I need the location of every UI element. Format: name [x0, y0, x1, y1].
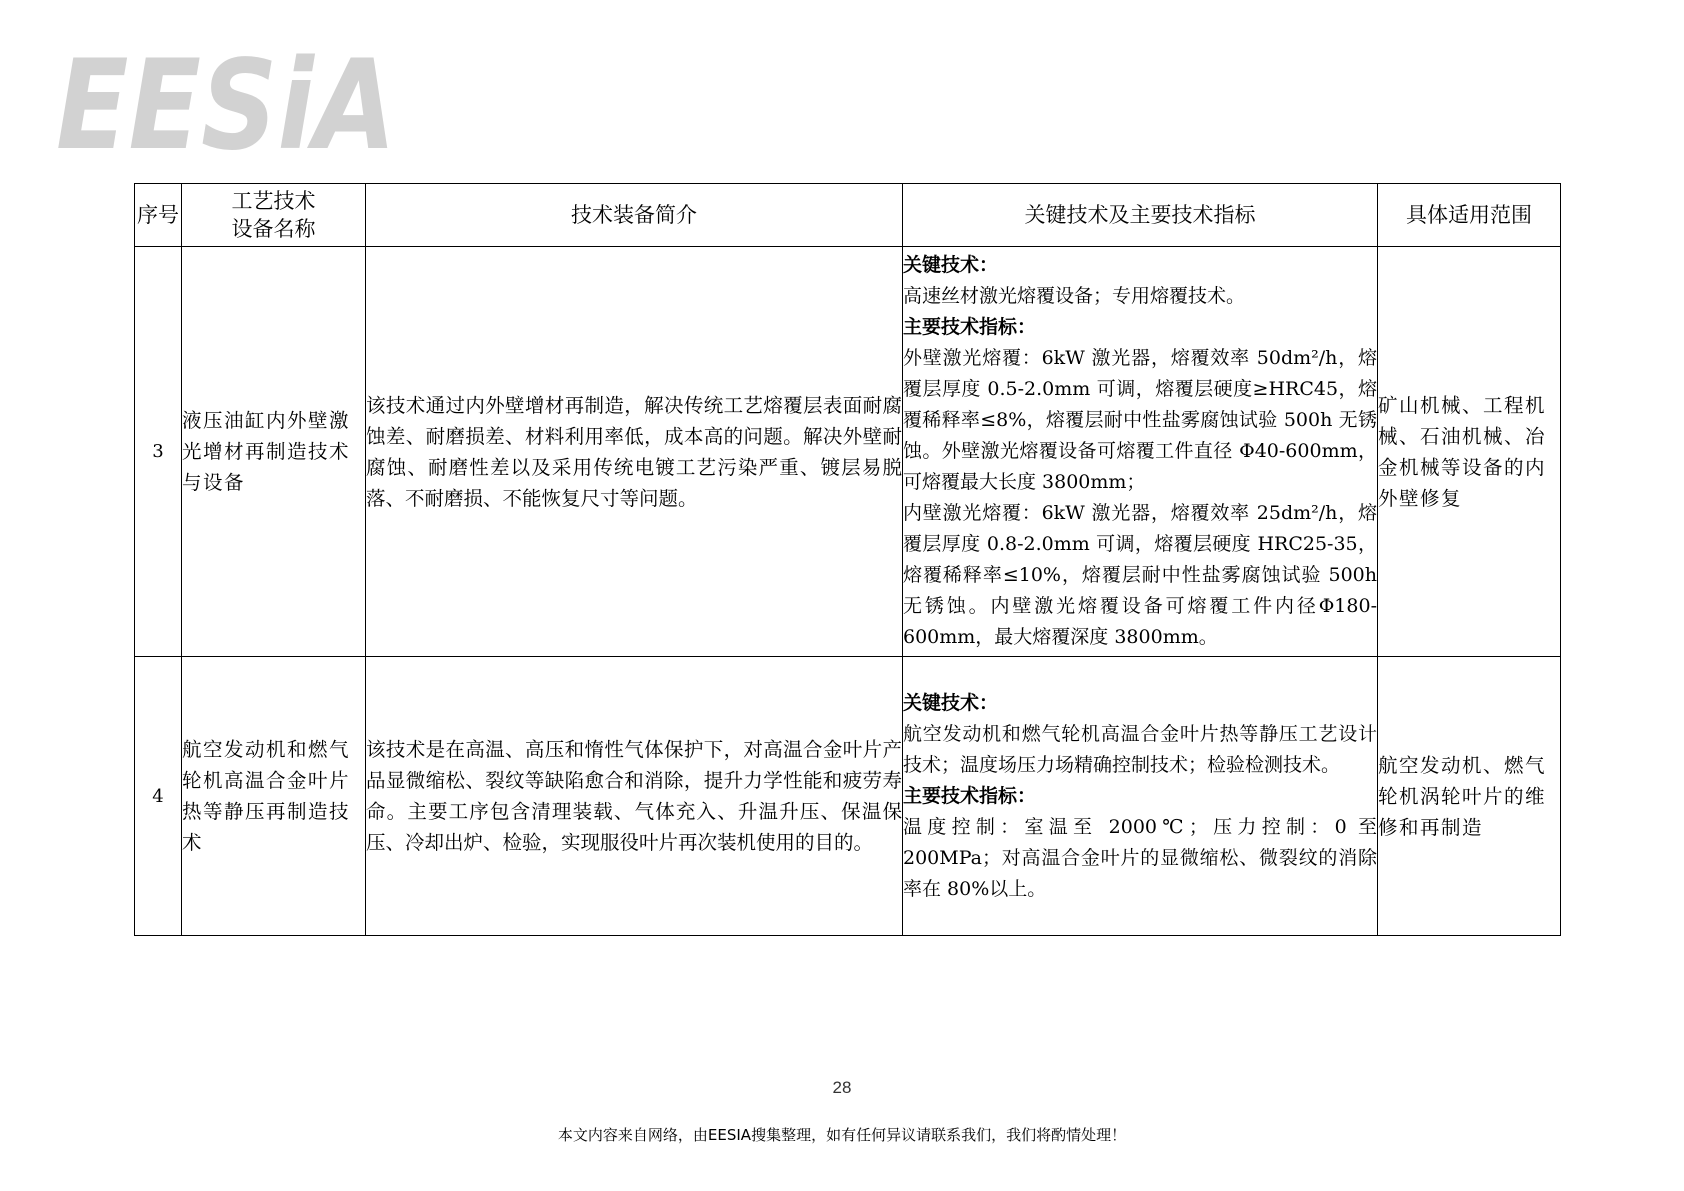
row-number: 3: [135, 247, 182, 657]
eesia-logo: [56, 34, 401, 178]
equipment-brief: 该技术是在高温、高压和惰性气体保护下，对高温合金叶片产品显微缩松、裂纹等缺陷愈合和消除，提升力学性能和疲劳寿命。主要工序包含清理装载、气体充入、升温升压、保温保压、冷却出炉、检验，实现服役叶片再次装机使用的目的。: [366, 657, 903, 936]
key-tech-heading: 关键技术：: [903, 254, 999, 276]
header-name-line1: 工艺技术: [231, 189, 316, 213]
spec-heading: 主要技术指标：: [903, 316, 1037, 338]
spec-inner-text: 内壁激光熔覆：6kW 激光器，熔覆效率 25dm²/h，熔覆层厚度 0.8-2.0mm 可调，熔覆层硬度 HRC25-35，熔覆稀释率≤10%，熔覆层耐中性盐雾腐蚀试验 500h 无锈蚀。内壁激光熔覆设备可熔覆工件内径Φ180-600mm，最大熔覆深度 3800mm。: [903, 502, 1377, 648]
application-scope: 航空发动机、燃气轮机涡轮叶片的维修和再制造: [1378, 657, 1561, 936]
spec-outer-text: 外壁激光熔覆：6kW 激光器，熔覆效率 50dm²/h，熔覆层厚度 0.5-2.0mm 可调，熔覆层硬度≥HRC45，熔覆稀释率≤8%，熔覆层耐中性盐雾腐蚀试验 500h 无锈蚀。外壁激光熔覆设备可熔覆工件直径 Φ40-600mm，可熔覆最大长度 3800mm；: [903, 347, 1377, 493]
process-equipment-table: [134, 183, 1561, 936]
header-key-tech: 关键技术及主要技术指标: [903, 184, 1378, 247]
logo-text: EESiA: [56, 34, 396, 178]
key-tech-cell: [903, 247, 1378, 657]
table-row: [135, 657, 1561, 936]
spec-heading: 主要技术指标：: [903, 784, 1037, 807]
key-tech-text: 高速丝材激光熔覆设备；专用熔覆技术。: [903, 285, 1246, 307]
key-tech-cell: [903, 657, 1378, 936]
equipment-brief: 该技术通过内外壁增材再制造，解决传统工艺熔覆层表面耐腐蚀差、耐磨损差、材料利用率低，成本高的问题。解决外壁耐腐蚀、耐磨性差以及采用传统电镀工艺污染严重、镀层易脱落、不耐磨损、不能恢复尺寸等问题。: [366, 247, 903, 657]
table-row: [135, 247, 1561, 657]
equipment-name: 航空发动机和燃气轮机高温合金叶片热等静压再制造技术: [182, 657, 366, 936]
header-seq: 序号: [135, 184, 182, 247]
equipment-name: 液压油缸内外壁激光增材再制造技术与设备: [182, 247, 366, 657]
application-scope: 矿山机械、工程机械、石油机械、冶金机械等设备的内外壁修复: [1378, 247, 1561, 657]
spec-text: 温度控制：室温至 2000℃；压力控制：0 至 200MPa；对高温合金叶片的显微缩松、微裂纹的消除率在 80%以上。: [903, 815, 1377, 900]
page-number: 28: [832, 1078, 852, 1097]
footer-note: 本文内容来自网络，由EESIA搜集整理，如有任何异议请联系我们，我们将酌情处理！: [557, 1126, 1127, 1144]
key-tech-heading: 关键技术：: [903, 691, 999, 714]
table-header-row: [135, 184, 1561, 247]
key-tech-text: 航空发动机和燃气轮机高温合金叶片热等静压工艺设计技术；温度场压力场精确控制技术；检验检测技术。: [903, 722, 1377, 776]
header-name: [182, 184, 366, 247]
row-number: 4: [135, 657, 182, 936]
header-brief: 技术装备简介: [366, 184, 903, 247]
header-name-line2: 设备名称: [231, 217, 316, 241]
header-scope: 具体适用范围: [1378, 184, 1561, 247]
